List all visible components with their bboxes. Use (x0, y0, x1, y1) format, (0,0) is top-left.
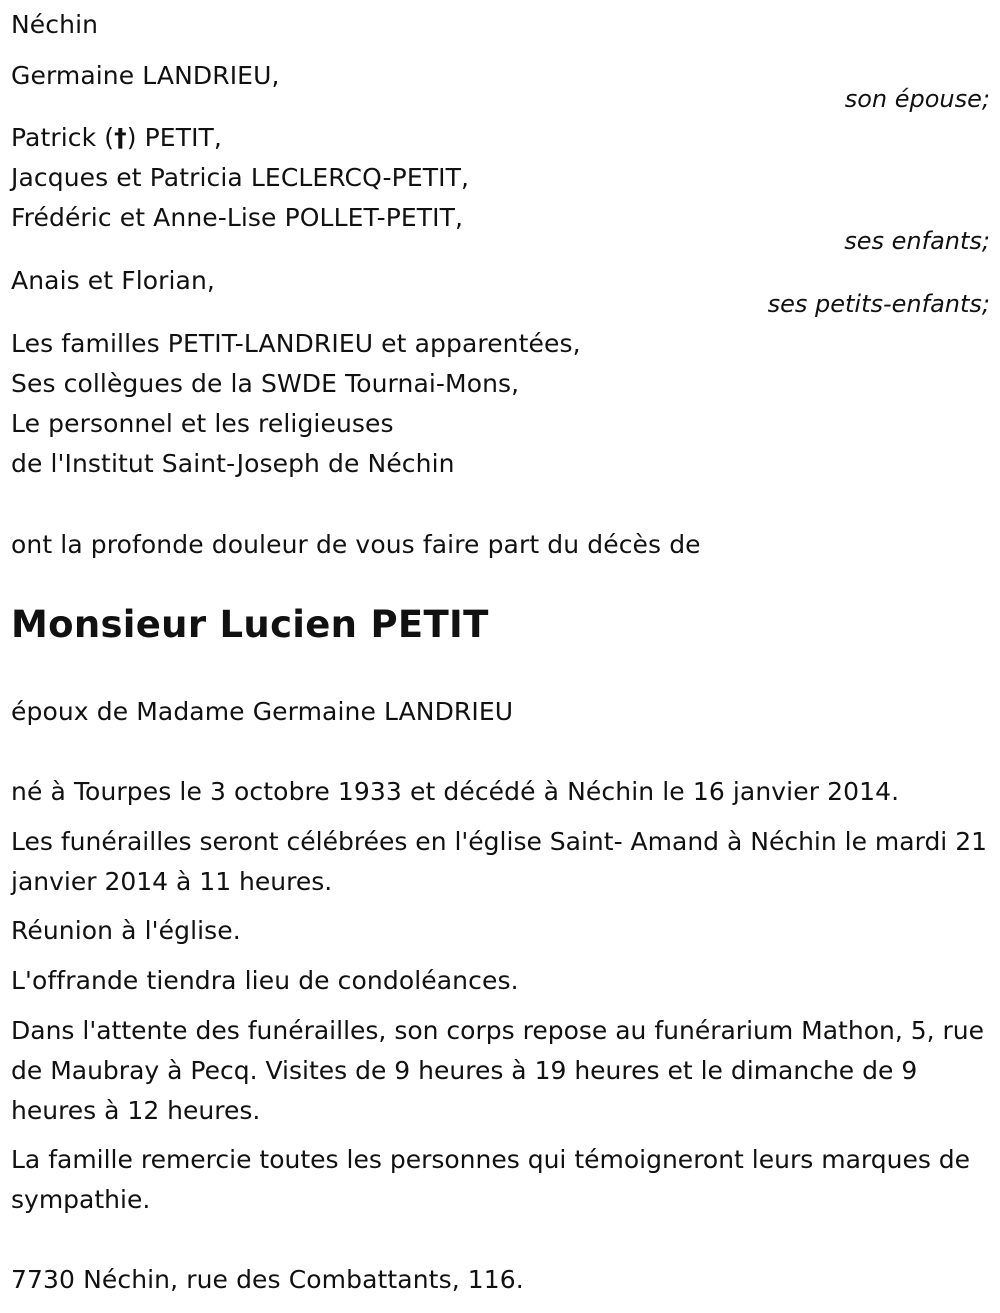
children-role: ses enfants; (844, 227, 990, 255)
location: Néchin (11, 10, 99, 39)
others-line-3: Le personnel et les religieuses (11, 409, 394, 438)
deceased-name: Monsieur Lucien PETIT (11, 603, 489, 646)
others-line-4: de l'Institut Saint-Joseph de Néchin (11, 449, 455, 478)
child-1-name-end: ) PETIT, (126, 123, 222, 152)
others-line-1: Les familles PETIT-LANDRIEU et apparentées, (11, 329, 581, 358)
child-1-name-start: Patrick ( (11, 123, 115, 152)
grandchildren-role: ses petits-enfants; (767, 290, 990, 318)
spouse-role: son épouse; (844, 85, 990, 113)
relation: époux de Madame Germaine LANDRIEU (11, 697, 514, 726)
birth-death-dates: né à Tourpes le 3 octobre 1933 et décédé à Néchin le 16 janvier 2014. (11, 777, 900, 806)
child-line-1 (11, 123, 222, 153)
deceased-cross-icon: † (114, 123, 127, 152)
others-line-2: Ses collègues de la SWDE Tournai-Mons, (11, 369, 520, 398)
grandchildren-name: Anais et Florian, (11, 266, 215, 295)
offering-info: L'offrande tiendra lieu de condoléances. (11, 966, 519, 995)
address: 7730 Néchin, rue des Combattants, 116. (11, 1265, 524, 1294)
child-line-3: Frédéric et Anne-Lise POLLET-PETIT, (11, 203, 464, 232)
spouse-name: Germaine LANDRIEU, (11, 61, 280, 90)
child-line-2: Jacques et Patricia LECLERCQ-PETIT, (11, 163, 470, 192)
thanks-message: La famille remercie toutes les personnes qui témoigneront leurs marques de sympathie. (11, 1145, 971, 1214)
funeral-details: Les funérailles seront célébrées en l'église Saint- Amand à Néchin le mardi 21 janvier 2014 à 11 heures. (11, 827, 988, 896)
gathering-info: Réunion à l'église. (11, 916, 241, 945)
visitation-info: Dans l'attente des funérailles, son corps repose au funérarium Mathon, 5, rue de Maubray à Pecq. Visites de 9 heures à 19 heures et le dimanche de 9 heures à 12 heures. (11, 1016, 985, 1125)
announcement: ont la profonde douleur de vous faire part du décès de (11, 530, 701, 559)
